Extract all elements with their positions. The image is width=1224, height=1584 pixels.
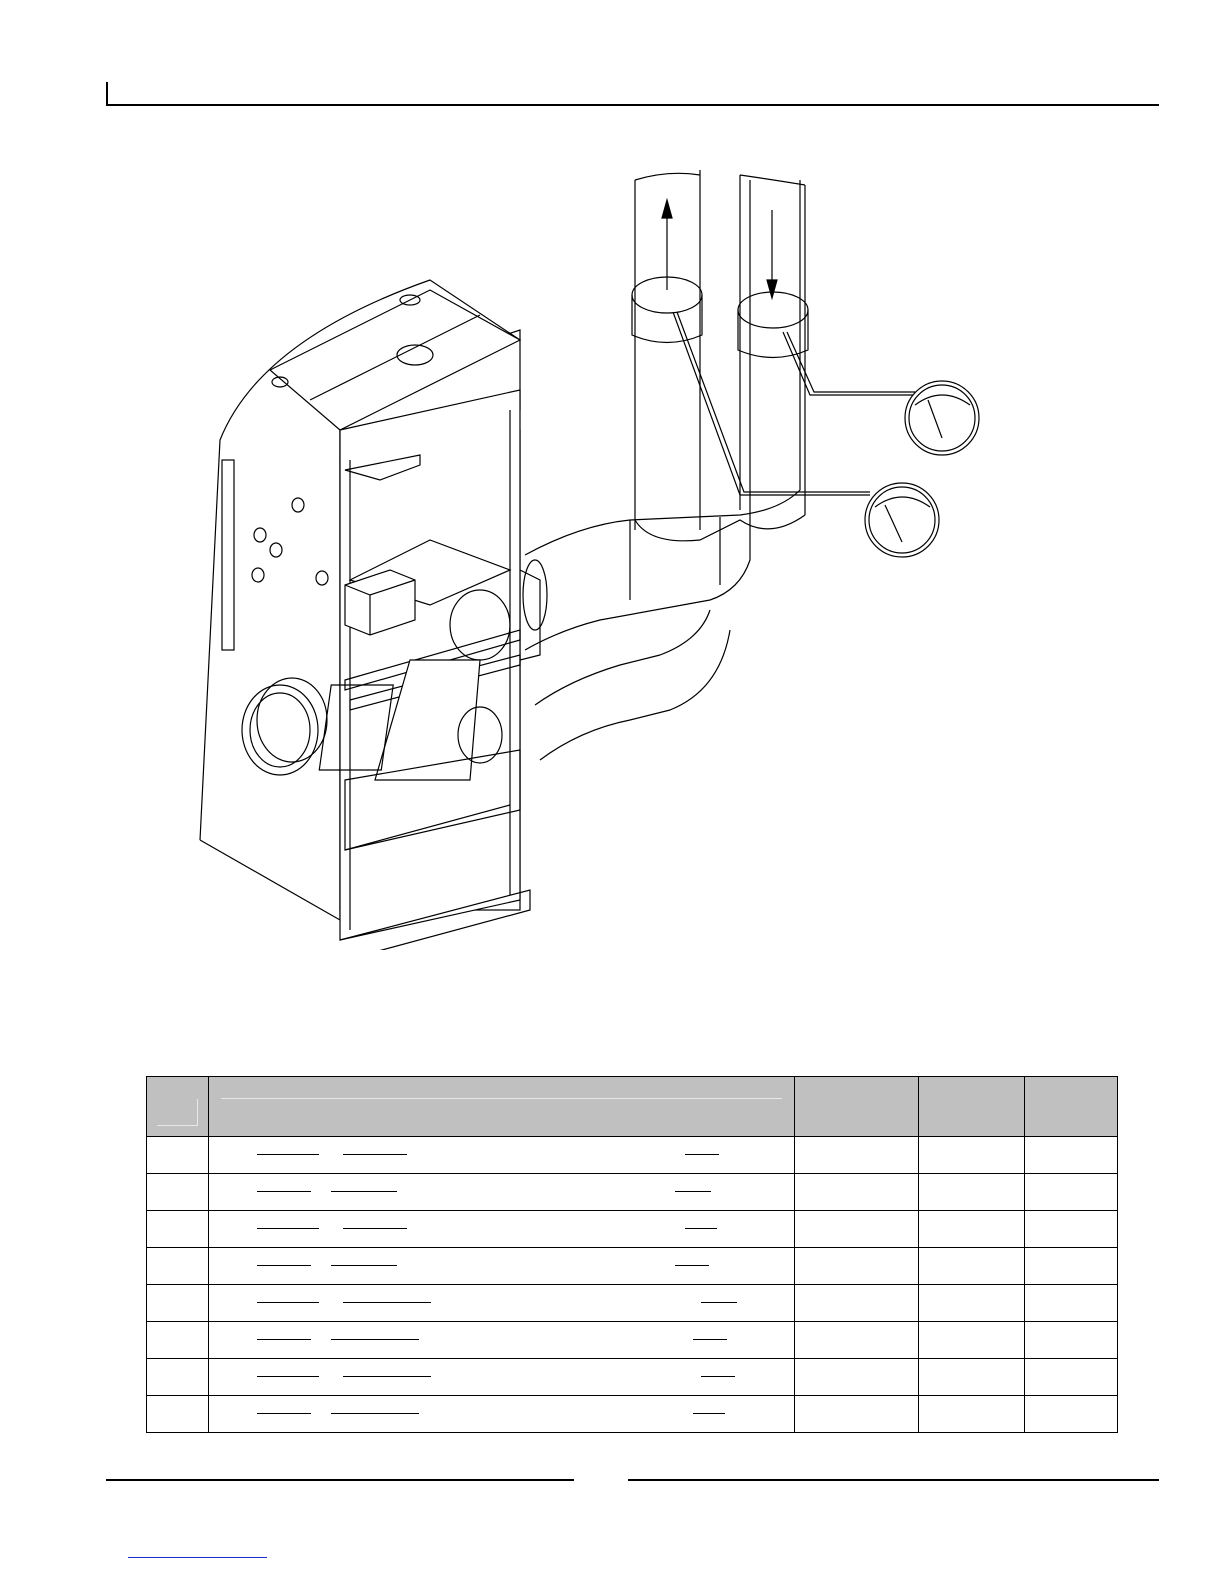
row-number-cell (147, 1211, 209, 1248)
row-cell (919, 1174, 1025, 1211)
row-cell (1025, 1137, 1118, 1174)
row-cell (1025, 1322, 1118, 1359)
row-description-cell (209, 1396, 795, 1433)
row-cell (1025, 1359, 1118, 1396)
footer-rule-right (628, 1479, 1159, 1481)
underline-field (343, 1302, 431, 1303)
row-cell (795, 1137, 919, 1174)
row-cell (919, 1322, 1025, 1359)
underline-field (675, 1191, 711, 1192)
underline-field (257, 1376, 319, 1377)
table-row (147, 1322, 1118, 1359)
row-cell (919, 1285, 1025, 1322)
footer-link[interactable] (128, 1557, 267, 1558)
underline-field (693, 1339, 727, 1340)
header-cell-column-5 (1025, 1077, 1118, 1137)
underline-field (331, 1191, 397, 1192)
row-description-cell (209, 1322, 795, 1359)
underline-field (331, 1339, 419, 1340)
row-cell (1025, 1174, 1118, 1211)
table-row (147, 1248, 1118, 1285)
row-number-cell (147, 1248, 209, 1285)
table-row (147, 1137, 1118, 1174)
underline-field (331, 1413, 419, 1414)
underline-field (701, 1376, 735, 1377)
underline-field (685, 1154, 719, 1155)
row-description-cell (209, 1211, 795, 1248)
row-description-cell (209, 1137, 795, 1174)
underline-field (257, 1265, 311, 1266)
row-cell (1025, 1211, 1118, 1248)
row-description-cell (209, 1285, 795, 1322)
underline-field (343, 1228, 407, 1229)
underline-field (257, 1191, 311, 1192)
header-rule (106, 104, 1159, 106)
row-description-cell (209, 1174, 795, 1211)
row-cell (795, 1248, 919, 1285)
underline-field (343, 1376, 431, 1377)
specification-table (146, 1076, 1118, 1433)
underline-field (685, 1228, 717, 1229)
row-cell (1025, 1285, 1118, 1322)
row-cell (795, 1322, 919, 1359)
row-cell (795, 1174, 919, 1211)
underline-field (331, 1265, 397, 1266)
underline-field (257, 1154, 319, 1155)
header-cell-column-3 (795, 1077, 919, 1137)
header-cell-number (147, 1077, 209, 1137)
row-cell (919, 1211, 1025, 1248)
row-number-cell (147, 1137, 209, 1174)
header-cell-description (209, 1077, 795, 1137)
underline-field (257, 1302, 319, 1303)
row-number-cell (147, 1359, 209, 1396)
underline-field (693, 1413, 725, 1414)
row-description-cell (209, 1248, 795, 1285)
row-cell (919, 1137, 1025, 1174)
table-row (147, 1211, 1118, 1248)
row-cell (919, 1396, 1025, 1433)
footer-rule-left (106, 1479, 574, 1481)
underline-field (257, 1339, 311, 1340)
table-row (147, 1396, 1118, 1433)
row-number-cell (147, 1174, 209, 1211)
table-row (147, 1285, 1118, 1322)
row-cell (795, 1396, 919, 1433)
row-cell (795, 1285, 919, 1322)
table-header-row (147, 1077, 1118, 1137)
row-cell (1025, 1248, 1118, 1285)
underline-field (257, 1228, 319, 1229)
header-cell-column-4 (919, 1077, 1025, 1137)
table-row (147, 1174, 1118, 1211)
underline-field (675, 1265, 709, 1266)
underline-field (343, 1154, 407, 1155)
header-rule-tick (106, 82, 108, 106)
row-number-cell (147, 1322, 209, 1359)
table-row (147, 1359, 1118, 1396)
row-cell (795, 1359, 919, 1396)
row-cell (919, 1359, 1025, 1396)
unit-illustration (180, 160, 980, 950)
row-cell (919, 1248, 1025, 1285)
underline-field (257, 1413, 311, 1414)
underline-field (701, 1302, 737, 1303)
row-description-cell (209, 1359, 795, 1396)
row-cell (795, 1211, 919, 1248)
row-cell (1025, 1396, 1118, 1433)
row-number-cell (147, 1285, 209, 1322)
row-number-cell (147, 1396, 209, 1433)
